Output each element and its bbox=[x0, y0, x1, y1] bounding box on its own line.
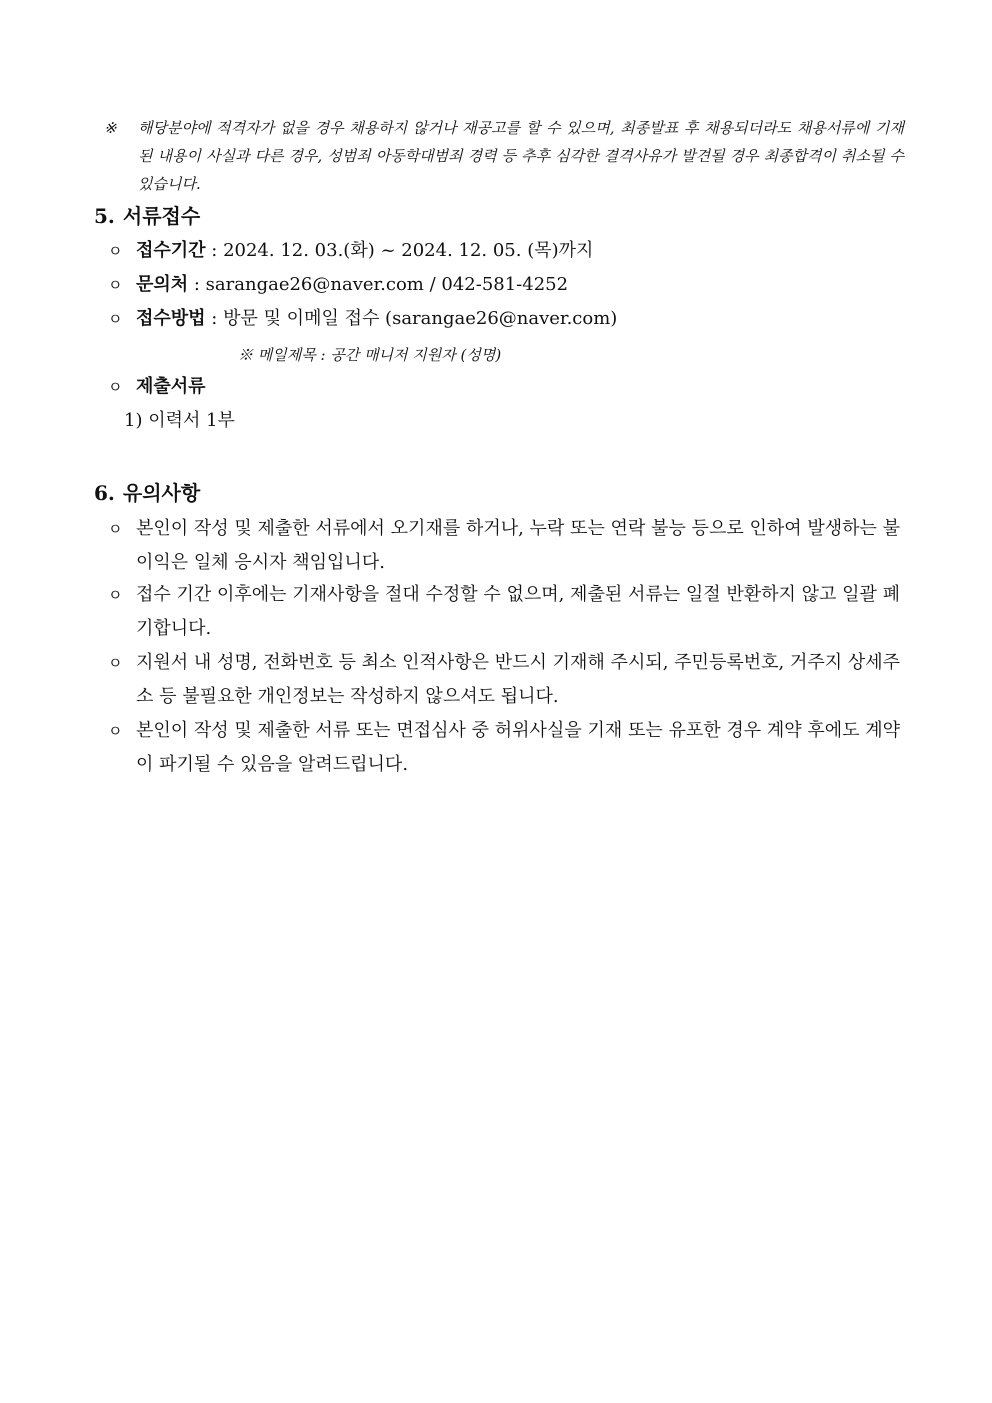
caution-item-3 bbox=[108, 646, 900, 714]
caution-item-4 bbox=[108, 714, 900, 782]
contact-value: : sarangae26@naver.com / 042-581-4252 bbox=[188, 274, 569, 295]
caution-item-1 bbox=[108, 512, 900, 580]
mail-subject-note: ※ 메일제목 : 공간 매니저 지원자 (성명) bbox=[238, 346, 502, 364]
caution-text-2: 접수 기간 이후에는 기재사항을 절대 수정할 수 없으며, 제출된 서류는 일절 반환하지 않고 일괄 폐기합니다. bbox=[136, 584, 901, 639]
caution-text-1: 본인이 작성 및 제출한 서류에서 오기재를 하거나, 누락 또는 연락 불능 등으로 인하여 발생하는 불이익은 일체 응시자 책임입니다. bbox=[136, 518, 900, 573]
caution-item-2 bbox=[108, 578, 900, 646]
section-5-number: 5. bbox=[94, 204, 115, 228]
receipt-method-value: : 방문 및 이메일 접수 (sarangae26@naver.com) bbox=[205, 308, 618, 329]
bullet-icon: ㅇ bbox=[108, 242, 123, 260]
submission-docs-label: 제출서류 bbox=[136, 376, 206, 397]
bullet-icon: ㅇ bbox=[108, 654, 123, 672]
section-5-heading bbox=[94, 202, 200, 230]
contact-item bbox=[108, 268, 900, 302]
bullet-icon: ㅇ bbox=[108, 586, 123, 604]
note-text: 해당분야에 적격자가 없을 경우 채용하지 않거나 재공고를 할 수 있으며, 최종발표 후 채용되더라도 채용서류에 기재된 내용이 사실과 다른 경우, 성범죄 아동학대범죄 경력 등 추후 심각한 결격사유가 발견될 경우 최종합격이 취소될 수 있습니다. bbox=[138, 119, 904, 193]
receipt-period-item bbox=[108, 234, 900, 268]
note-mark: ※ bbox=[104, 119, 117, 137]
contact-label: 문의처 bbox=[136, 274, 189, 295]
submission-docs-item bbox=[108, 370, 900, 404]
bullet-icon: ㅇ bbox=[108, 722, 123, 740]
caution-text-4: 본인이 작성 및 제출한 서류 또는 면접심사 중 허위사실을 기재 또는 유포한 경우 계약 후에도 계약이 파기될 수 있음을 알려드립니다. bbox=[136, 720, 900, 775]
bullet-icon: ㅇ bbox=[108, 276, 123, 294]
section-5-title: 서류접수 bbox=[122, 204, 201, 228]
receipt-method-item bbox=[108, 302, 900, 336]
bullet-icon: ㅇ bbox=[108, 378, 123, 396]
submission-doc-resume: 1) 이력서 1부 bbox=[124, 410, 235, 431]
section-6-title: 유의사항 bbox=[122, 481, 201, 505]
receipt-period-value: : 2024. 12. 03.(화) ~ 2024. 12. 05. (목)까지 bbox=[205, 240, 594, 261]
disqualification-note bbox=[104, 114, 904, 198]
bullet-icon: ㅇ bbox=[108, 310, 123, 328]
receipt-period-label: 접수기간 bbox=[136, 240, 206, 261]
bullet-icon: ㅇ bbox=[108, 520, 123, 538]
receipt-method-label: 접수방법 bbox=[136, 308, 206, 329]
section-6-heading bbox=[94, 479, 200, 507]
caution-text-3: 지원서 내 성명, 전화번호 등 최소 인적사항은 반드시 기재해 주시되, 주민등록번호, 거주지 상세주소 등 불필요한 개인정보는 작성하지 않으셔도 됩니다. bbox=[136, 652, 900, 707]
section-6-number: 6. bbox=[94, 481, 115, 505]
